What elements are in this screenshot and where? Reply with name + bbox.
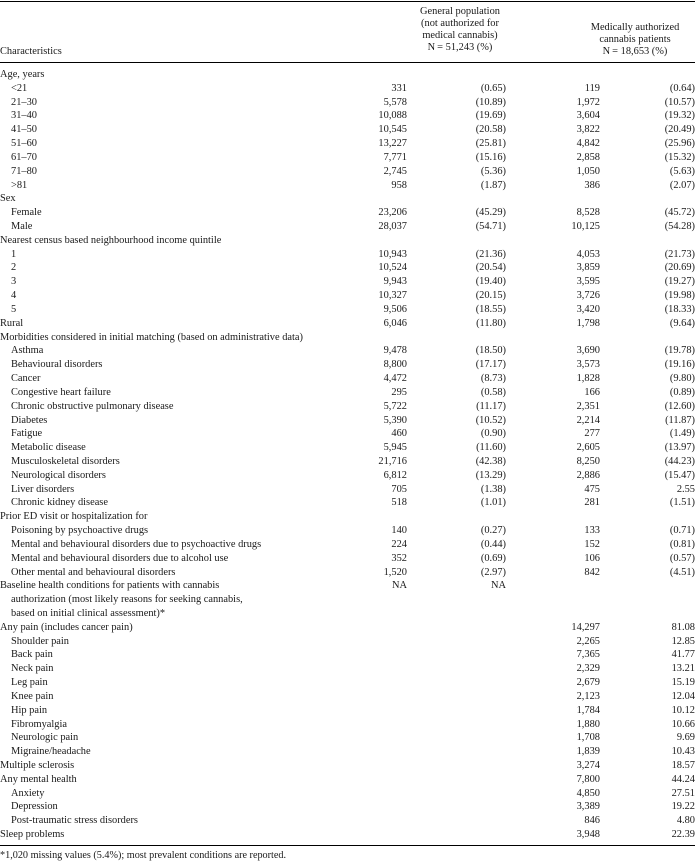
general-count: 10,943: [378, 248, 407, 260]
table-row: [0, 469, 695, 483]
row-label: Liver disorders: [11, 483, 75, 495]
table-row: [0, 731, 695, 745]
row-label: Chronic obstructive pulmonary disease: [11, 400, 174, 412]
medical-percent: (25.96): [664, 138, 695, 150]
medical-percent: (11.87): [665, 414, 695, 426]
table-row: [0, 400, 695, 414]
row-label: Diabetes: [11, 414, 48, 426]
table-row: [0, 745, 695, 759]
medical-count: 1,050: [576, 165, 600, 177]
table-row: [0, 82, 695, 96]
medical-count: 2,214: [576, 414, 600, 426]
row-label: Behavioural disorders: [11, 359, 103, 371]
table-row: [0, 414, 695, 428]
general-count: 21,716: [378, 455, 407, 467]
table-row: [0, 275, 695, 289]
general-count: 140: [391, 525, 407, 537]
medical-percent: 10.12: [671, 704, 695, 716]
general-count: 5,945: [383, 442, 407, 454]
row-label: 3: [11, 276, 17, 288]
row-label: 5: [11, 303, 17, 315]
row-label: <21: [11, 82, 28, 94]
table-row: [0, 510, 695, 524]
medical-count: 3,595: [576, 276, 600, 288]
general-percent: (42.38): [475, 455, 506, 467]
row-label: Nearest census based neighbourhood income quintile: [0, 234, 222, 246]
row-label: Female: [11, 207, 42, 219]
general-count: 518: [391, 497, 407, 509]
medical-percent: 81.08: [671, 621, 695, 633]
table-row: [0, 192, 695, 206]
row-label: Rural: [0, 317, 24, 329]
table-row: [0, 206, 695, 220]
medical-count: 281: [584, 497, 600, 509]
general-percent: (1.38): [480, 483, 506, 495]
medical-percent: (45.72): [664, 207, 695, 219]
table-row: [0, 220, 695, 234]
table-row: [0, 496, 695, 510]
medical-percent: 41.77: [671, 649, 695, 661]
table-row: [0, 344, 695, 358]
general-percent: (0.44): [480, 538, 506, 550]
medical-percent: (18.33): [664, 303, 695, 315]
row-label: Shoulder pain: [11, 635, 70, 647]
header-general-line2: (not authorized for: [421, 18, 499, 29]
medical-percent: 10.66: [671, 718, 695, 730]
medical-percent: 12.85: [671, 635, 695, 647]
table-row: [0, 635, 695, 649]
table-row: [0, 441, 695, 455]
row-label: Mental and behavioural disorders due to psychoactive drugs: [11, 538, 262, 550]
row-label: Age, years: [0, 69, 45, 80]
general-count: 295: [391, 386, 407, 398]
row-label: >81: [11, 179, 28, 191]
general-count: 331: [391, 82, 407, 94]
general-count: 10,088: [378, 110, 407, 122]
table-row: [0, 248, 695, 262]
table-row: [0, 800, 695, 814]
header-medically-authorized: [575, 22, 695, 58]
medical-percent: (21.73): [664, 248, 695, 260]
medical-count: 2,886: [576, 469, 600, 481]
medical-percent: 12.04: [671, 690, 695, 702]
footnote: *1,020 missing values (5.4%); most prevalent conditions are reported.: [0, 850, 287, 861]
medical-percent: (19.78): [664, 345, 695, 357]
medical-percent: (19.98): [664, 290, 695, 302]
general-percent: (5.36): [480, 165, 506, 177]
row-label: Metabolic disease: [11, 442, 86, 454]
medical-percent: (4.51): [669, 566, 695, 578]
general-count: 10,545: [378, 124, 407, 136]
medical-count: 10,125: [571, 221, 600, 233]
medical-count: 842: [584, 566, 600, 578]
general-percent: (10.52): [475, 414, 506, 426]
row-label: Baseline health conditions for patients with cannabis: [0, 580, 220, 592]
row-label: Morbidities considered in initial matching (based on administrative data): [0, 331, 303, 343]
general-percent: (15.16): [475, 151, 506, 163]
medical-count: 14,297: [571, 621, 600, 633]
medical-percent: (12.60): [664, 400, 695, 412]
row-label: Neck pain: [11, 663, 54, 675]
header-medical-n: N = 18,653 (%): [602, 46, 668, 57]
table-row: [0, 261, 695, 275]
table-row: [0, 662, 695, 676]
medical-percent: (19.32): [664, 110, 695, 122]
table-row: [0, 704, 695, 718]
table-row: [0, 524, 695, 538]
general-percent: (19.69): [475, 110, 506, 122]
header-characteristics: Characteristics: [0, 46, 62, 57]
general-count: 5,722: [383, 400, 407, 412]
row-label: Other mental and behavioural disorders: [11, 566, 176, 578]
row-label: Migraine/headache: [11, 746, 91, 758]
general-count: 9,506: [383, 303, 407, 315]
medical-count: 2,679: [576, 677, 600, 689]
medical-percent: (0.71): [669, 525, 695, 537]
general-percent: (25.81): [475, 138, 506, 150]
general-count: 352: [391, 552, 407, 564]
general-percent: (0.69): [480, 552, 506, 564]
medical-percent: (0.81): [669, 538, 695, 550]
row-label: authorization (most likely reasons for seeking cannabis,: [11, 594, 243, 606]
general-count: 224: [391, 538, 407, 550]
table-row: [0, 787, 695, 801]
medical-count: 846: [584, 815, 600, 827]
row-label: Poisoning by psychoactive drugs: [11, 525, 149, 537]
row-label: Post-traumatic stress disorders: [11, 815, 138, 827]
table-row: [0, 621, 695, 635]
row-label: Musculoskeletal disorders: [11, 455, 120, 467]
medical-count: 166: [584, 386, 600, 398]
table-row: [0, 690, 695, 704]
general-percent: (20.54): [475, 262, 506, 274]
row-label: Chronic kidney disease: [11, 497, 108, 509]
table-row: [0, 123, 695, 137]
table-row: [0, 538, 695, 552]
row-label: 2: [11, 262, 17, 274]
general-percent: (11.80): [476, 317, 506, 329]
row-label: 41–50: [11, 124, 37, 136]
general-count: 460: [391, 428, 407, 440]
header-general-line1: General population: [420, 6, 500, 17]
medical-percent: 18.57: [671, 760, 695, 771]
table-row: [0, 552, 695, 566]
table-row: [0, 427, 695, 441]
header-general-population: [370, 6, 550, 54]
row-label: Sex: [0, 193, 16, 205]
medical-percent: 27.51: [671, 787, 695, 799]
general-count: 5,578: [383, 96, 407, 108]
general-count: 10,327: [378, 290, 407, 302]
table-row: [0, 566, 695, 580]
general-count: 10,524: [378, 262, 407, 274]
general-count: 9,943: [383, 276, 407, 288]
table-row: [0, 165, 695, 179]
row-label: 61–70: [11, 151, 37, 163]
table-row: [0, 676, 695, 690]
medical-count: 3,573: [576, 359, 600, 371]
medical-count: 3,948: [576, 829, 600, 841]
row-label: Any pain (includes cancer pain): [0, 621, 133, 633]
header-general-n: N = 51,243 (%): [427, 42, 493, 53]
medical-count: 2,858: [576, 151, 600, 163]
table-row: [0, 137, 695, 151]
general-percent: (18.50): [475, 345, 506, 357]
medical-count: 1,972: [576, 96, 600, 108]
table-row: [0, 814, 695, 828]
table-row: [0, 455, 695, 469]
table-row: [0, 773, 695, 787]
medical-count: 475: [584, 483, 600, 495]
table-row: [0, 593, 695, 607]
general-percent: (0.58): [480, 386, 506, 398]
medical-count: 1,828: [576, 373, 600, 385]
general-percent: (0.65): [480, 82, 506, 94]
row-label: Knee pain: [11, 690, 54, 702]
general-percent: (11.60): [476, 442, 506, 454]
general-count: 7,771: [383, 151, 407, 163]
general-percent: (1.01): [480, 497, 506, 509]
medical-count: 8,250: [576, 455, 600, 467]
medical-percent: 19.22: [671, 801, 695, 813]
general-percent: (8.73): [480, 373, 506, 385]
general-count: 5,390: [383, 414, 407, 426]
medical-count: 2,605: [576, 442, 600, 454]
medical-count: 3,726: [576, 290, 600, 302]
general-count: 6,046: [383, 317, 407, 329]
row-label: Anxiety: [11, 787, 45, 799]
medical-percent: (15.47): [664, 469, 695, 481]
row-label: based on initial clinical assessment)*: [11, 607, 166, 619]
header-medical-line2: cannabis patients: [599, 34, 671, 45]
row-label: 31–40: [11, 110, 37, 122]
general-percent: (11.17): [476, 400, 506, 412]
general-percent: (0.27): [480, 525, 506, 537]
medical-count: 119: [584, 82, 600, 94]
medical-count: 4,842: [576, 138, 600, 150]
medical-percent: (20.49): [664, 124, 695, 136]
general-percent: (45.29): [475, 207, 506, 219]
medical-percent: (9.64): [669, 317, 695, 329]
row-label: Any mental health: [0, 773, 77, 785]
medical-count: 1,839: [576, 746, 600, 758]
medical-percent: 13.21: [671, 663, 695, 675]
medical-count: 4,053: [576, 248, 600, 260]
row-label: Neurological disorders: [11, 469, 106, 481]
medical-percent: (15.32): [664, 151, 695, 163]
table-row: [0, 648, 695, 662]
row-label: 21–30: [11, 96, 37, 108]
medical-count: 133: [584, 525, 600, 537]
table-row: [0, 303, 695, 317]
bottom-rule: [0, 845, 695, 846]
header-rule: [0, 62, 695, 63]
medical-count: 3,274: [576, 760, 600, 771]
table-row: [0, 331, 695, 345]
table-row: [0, 579, 695, 593]
medical-percent: (0.89): [669, 386, 695, 398]
row-label: Back pain: [11, 649, 53, 661]
general-percent: (13.29): [475, 469, 506, 481]
medical-percent: (20.69): [664, 262, 695, 274]
table-row: [0, 317, 695, 331]
general-percent: (1.87): [480, 179, 506, 191]
medical-count: 152: [584, 538, 600, 550]
general-count: 958: [391, 179, 407, 191]
table-row: [0, 234, 695, 248]
medical-percent: (13.97): [664, 442, 695, 454]
medical-percent: (19.27): [664, 276, 695, 288]
medical-percent: (9.80): [669, 373, 695, 385]
general-count: 705: [391, 483, 407, 495]
general-percent: NA: [490, 580, 506, 592]
row-label: Depression: [11, 801, 58, 813]
medical-count: 1,784: [576, 704, 600, 716]
general-percent: (21.36): [475, 248, 506, 260]
medical-count: 3,420: [576, 303, 600, 315]
general-percent: (19.40): [475, 276, 506, 288]
table-row: [0, 151, 695, 165]
row-label: Asthma: [11, 345, 44, 357]
general-percent: (18.55): [475, 303, 506, 315]
header-general-line3: medical cannabis): [422, 30, 498, 41]
table-row: [0, 483, 695, 497]
row-label: Male: [11, 221, 33, 233]
medical-count: 277: [584, 428, 600, 440]
general-count: 23,206: [378, 207, 407, 219]
medical-percent: (44.23): [664, 455, 695, 467]
row-label: Sleep problems: [0, 829, 65, 841]
medical-count: 3,859: [576, 262, 600, 274]
general-count: 28,037: [378, 221, 407, 233]
row-label: Hip pain: [11, 704, 48, 716]
row-label: Mental and behavioural disorders due to alcohol use: [11, 552, 229, 564]
row-label: Multiple sclerosis: [0, 760, 75, 771]
medical-percent: (1.49): [669, 428, 695, 440]
general-percent: (20.58): [475, 124, 506, 136]
general-percent: (10.89): [475, 96, 506, 108]
table-row: [0, 68, 695, 82]
top-rule: [0, 1, 695, 2]
medical-count: 3,389: [576, 801, 600, 813]
medical-count: 4,850: [576, 787, 600, 799]
medical-percent: 10.43: [671, 746, 695, 758]
medical-count: 1,880: [576, 718, 600, 730]
row-label: Fibromyalgia: [11, 718, 67, 730]
medical-percent: (54.28): [664, 221, 695, 233]
table-row: [0, 828, 695, 842]
table-row: [0, 289, 695, 303]
medical-count: 3,690: [576, 345, 600, 357]
general-count: 9,478: [383, 345, 407, 357]
row-label: 51–60: [11, 138, 37, 150]
row-label: Cancer: [11, 373, 41, 385]
medical-count: 2,329: [576, 663, 600, 675]
medical-count: 8,528: [576, 207, 600, 219]
medical-percent: (10.57): [664, 96, 695, 108]
general-percent: (2.97): [480, 566, 506, 578]
row-label: Prior ED visit or hospitalization for: [0, 511, 148, 523]
general-percent: (20.15): [475, 290, 506, 302]
row-label: Fatigue: [11, 428, 43, 440]
medical-count: 7,365: [576, 649, 600, 661]
table-row: [0, 386, 695, 400]
table-row: [0, 607, 695, 621]
medical-count: 1,798: [576, 317, 600, 329]
medical-percent: 4.80: [676, 815, 695, 827]
medical-percent: (2.07): [669, 179, 695, 191]
medical-percent: (1.51): [669, 497, 695, 509]
general-count: NA: [391, 580, 407, 592]
medical-percent: 22.39: [671, 829, 695, 841]
table-row: [0, 718, 695, 732]
general-count: 4,472: [383, 373, 407, 385]
general-count: 13,227: [378, 138, 407, 150]
medical-count: 1,708: [576, 732, 600, 744]
general-percent: (17.17): [475, 359, 506, 371]
general-count: 8,800: [383, 359, 407, 371]
medical-percent: (19.16): [664, 359, 695, 371]
medical-percent: (5.63): [669, 165, 695, 177]
general-count: 2,745: [383, 165, 407, 177]
row-label: 4: [11, 290, 17, 302]
medical-percent: 44.24: [671, 773, 695, 785]
row-label: Congestive heart failure: [11, 386, 111, 398]
table-row: [0, 109, 695, 123]
medical-percent: 15.19: [671, 677, 695, 689]
row-label: Neurologic pain: [11, 732, 79, 744]
medical-percent: 9.69: [676, 732, 695, 744]
table-row: [0, 759, 695, 773]
table-row: [0, 372, 695, 386]
medical-percent: 2.55: [676, 483, 695, 495]
row-label: Leg pain: [11, 677, 48, 689]
medical-count: 2,351: [576, 400, 600, 412]
medical-count: 106: [584, 552, 600, 564]
general-count: 1,520: [383, 566, 407, 578]
row-label: 71–80: [11, 165, 37, 177]
header-medical-line1: Medically authorized: [590, 22, 680, 33]
medical-percent: (0.57): [669, 552, 695, 564]
medical-count: 2,123: [576, 690, 600, 702]
table-row: [0, 96, 695, 110]
general-percent: (0.90): [480, 428, 506, 440]
table-row: [0, 358, 695, 372]
general-percent: (54.71): [475, 221, 506, 233]
table-row: [0, 179, 695, 193]
medical-count: 2,265: [576, 635, 600, 647]
medical-count: 3,822: [576, 124, 600, 136]
general-count: 6,812: [383, 469, 407, 481]
medical-count: 7,800: [576, 773, 600, 785]
medical-percent: (0.64): [669, 82, 695, 94]
medical-count: 386: [584, 179, 600, 191]
medical-count: 3,604: [576, 110, 600, 122]
row-label: 1: [11, 248, 17, 260]
